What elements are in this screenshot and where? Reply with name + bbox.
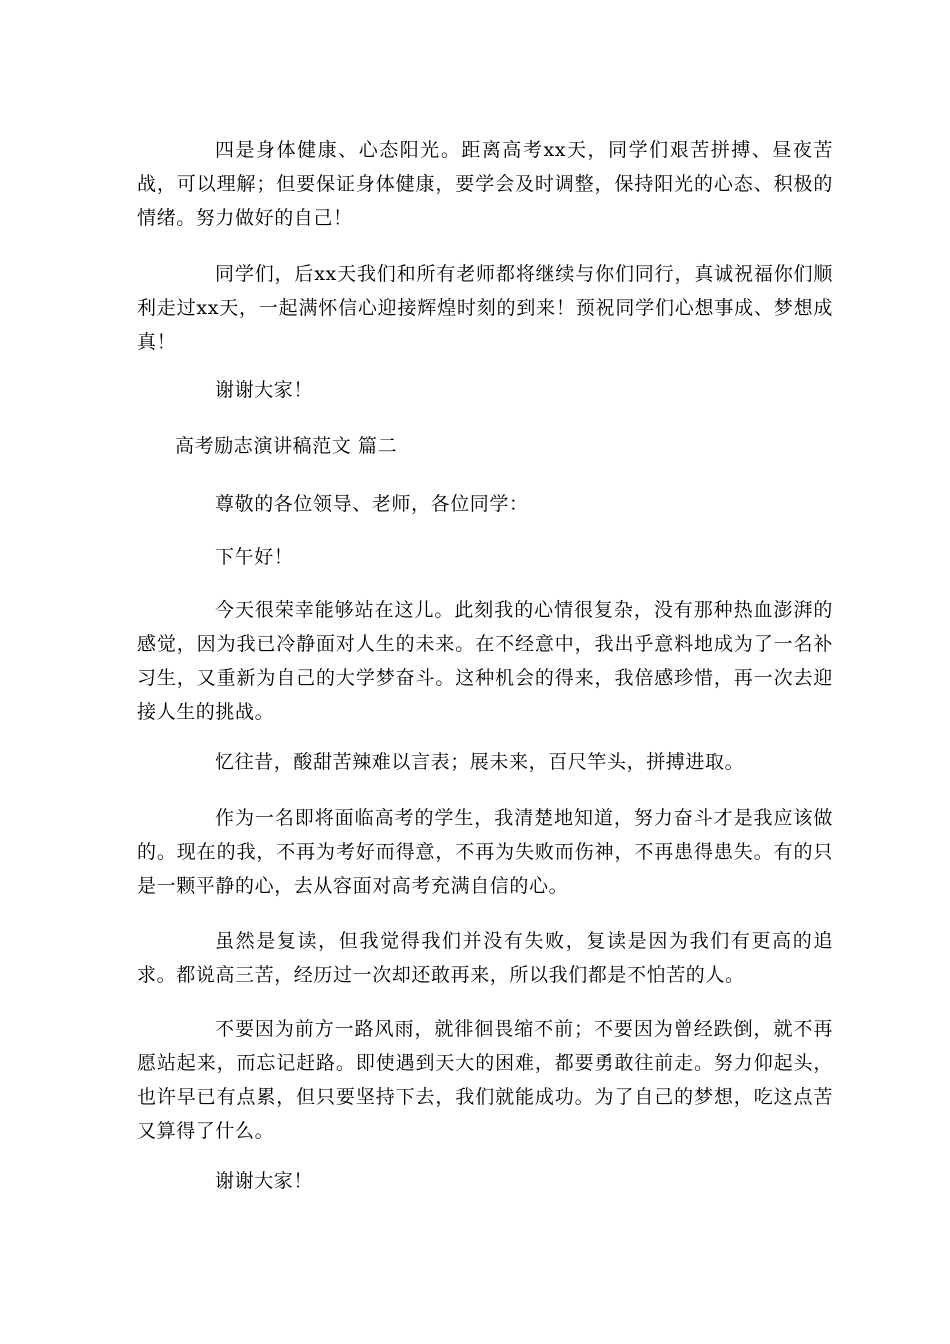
paragraph-persevere: 不要因为前方一路风雨，就徘徊畏缩不前；不要因为曾经跌倒，就不再愿站起来，而忘记赶路。即使遇到天大的困难，都要勇敢往前走。努力仰起头，也许早已有点累，但只要坚持下去，我们就能成功。为了自己的梦想，吃这点苦又算得了什么。 [137,1018,833,1142]
paragraph-health: 四是身体健康、心态阳光。距离高考xx天，同学们艰苦拼搏、昼夜苦战，可以理解；但要保证身体健康，要学会及时调整，保持阳光的心态、积极的情绪。努力做好的自己！ [137,139,833,229]
paragraph-recall: 忆往昔，酸甜苦辣难以言表；展未来，百尺竿头，拼搏进取。 [215,751,745,773]
paragraph-student: 作为一名即将面临高考的学生，我清楚地知道，努力奋斗才是我应该做的。现在的我，不再为考好而得意，不再为失败而伤神，不再患得患失。有的只是一颗平静的心，去从容面对高考充满自信的心。 [137,807,833,897]
paragraph-today: 今天很荣幸能够站在这儿。此刻我的心情很复杂，没有那种热血澎湃的感觉，因为我已冷静面对人生的未来。在不经意中，我出乎意料地成为了一名补习生，又重新为自己的大学梦奋斗。这种机会的得来，我倍感珍惜，再一次去迎接人生的挑战。 [137,599,833,723]
paragraph-blessing: 同学们，后xx天我们和所有老师都将继续与你们同行，真诚祝福你们顺利走过xx天，一起满怀信心迎接辉煌时刻的到来！预祝同学们心想事成、梦想成真！ [137,263,833,353]
paragraph-thanks-1: 谢谢大家！ [215,379,314,401]
paragraph-repeat: 虽然是复读，但我觉得我们并没有失败，复读是因为我们有更高的追求。都说高三苦，经历过一次却还敢再来，所以我们都是不怕苦的人。 [137,930,833,986]
section-heading: 高考励志演讲稿范文 篇二 [175,435,398,457]
paragraph-thanks-2: 谢谢大家！ [215,1170,314,1192]
paragraph-greeting: 下午好！ [215,546,294,568]
paragraph-salutation: 尊敬的各位领导、老师，各位同学： [215,493,529,515]
